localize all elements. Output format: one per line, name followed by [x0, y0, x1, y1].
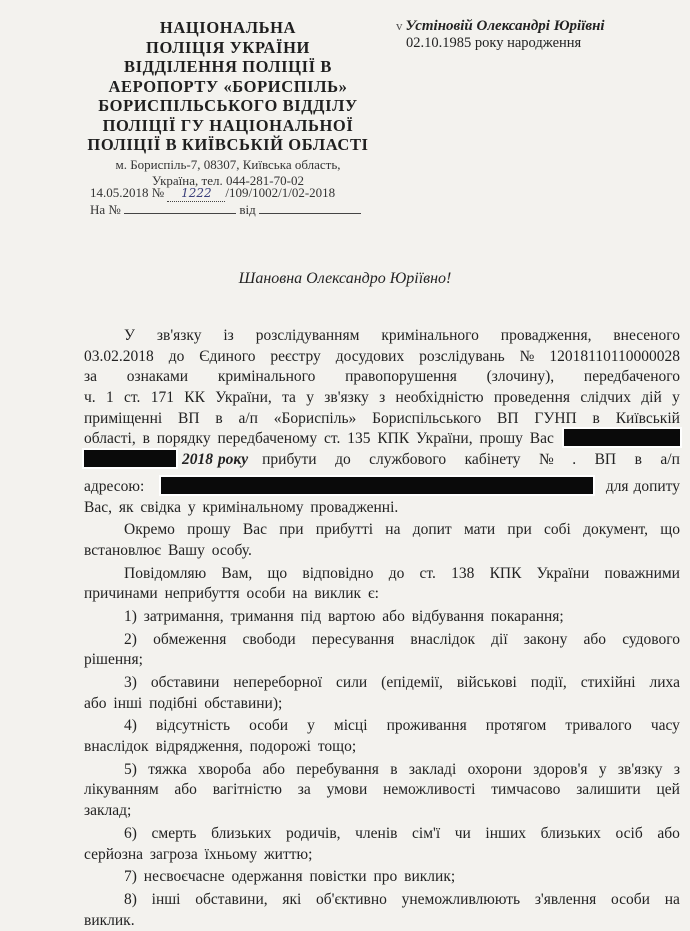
- date-emphasis: 2018 року: [182, 451, 249, 469]
- org-name-line: ВІДДІЛЕННЯ ПОЛІЦІЇ В: [124, 57, 332, 76]
- word: до: [388, 564, 405, 582]
- word: прошу: [187, 521, 231, 539]
- word: розслідувань: [419, 347, 505, 365]
- word: 135: [347, 430, 371, 448]
- word: стихійні: [580, 674, 636, 691]
- word: службового: [369, 451, 447, 469]
- word: особи: [611, 890, 650, 908]
- word: цей: [656, 781, 680, 799]
- word: собі: [544, 521, 571, 539]
- word: (епідемії,: [381, 674, 443, 691]
- word: Єдиного: [199, 347, 256, 365]
- word: передбаченому: [217, 430, 318, 448]
- word: умови: [326, 781, 368, 799]
- word: обмеження: [153, 630, 227, 648]
- word: неможливості: [383, 781, 476, 799]
- word: на: [385, 521, 401, 539]
- word: КК: [184, 389, 205, 407]
- word: У: [124, 327, 135, 344]
- word: унеможливлюють: [401, 890, 521, 908]
- word: в: [592, 409, 600, 427]
- word: України: [536, 564, 590, 582]
- word: правопорушення: [345, 368, 457, 386]
- list-item: [84, 760, 680, 781]
- word: документ,: [583, 521, 649, 539]
- word: протягом: [485, 717, 547, 735]
- word: ВП: [497, 409, 519, 427]
- list-item: 1) затримання, тримання під вартою або відбування покарання;: [124, 607, 564, 625]
- word: події,: [530, 674, 567, 691]
- list-item-cont: серйозна загроза їхньому життю;: [84, 845, 313, 863]
- list-item-cont: [84, 780, 680, 801]
- word: внесеного: [613, 327, 680, 344]
- word: 138: [451, 564, 475, 582]
- word: близьких: [540, 824, 601, 842]
- word: при: [279, 521, 304, 539]
- handwritten-number: 1222: [181, 186, 212, 200]
- word: ГУНП: [534, 409, 577, 427]
- word: 6): [124, 824, 137, 842]
- reply-from-label: від: [239, 202, 256, 217]
- salutation: Шановна Олександро Юріївно!: [238, 270, 452, 287]
- word: або: [657, 824, 680, 842]
- org-name-line: ПОЛІЦІЯ УКРАЇНИ: [146, 37, 310, 57]
- word: тяжка: [148, 760, 187, 778]
- word: №: [538, 451, 554, 469]
- word: об'єктивно: [316, 890, 387, 908]
- word: України,: [416, 430, 473, 448]
- word: приміщенні: [84, 409, 163, 427]
- word: непереборної: [233, 674, 323, 691]
- word: 1: [105, 389, 114, 407]
- list-item-cont: виклик.: [84, 911, 135, 929]
- word: зв'язку: [617, 760, 663, 778]
- word: 3): [124, 674, 137, 691]
- list-item-cont: внаслідок відрядження, подорожі тощо;: [84, 738, 357, 756]
- org-name-line: НАЦІОНАЛЬНА: [159, 18, 297, 37]
- word: охорони: [467, 760, 522, 778]
- word: інших: [485, 824, 527, 842]
- word: інші: [151, 890, 181, 908]
- recipient-birthdate: 02.10.1985 року народження: [406, 35, 582, 51]
- word: ВП: [177, 409, 200, 427]
- letter-body: [84, 326, 680, 931]
- word: за: [297, 781, 311, 799]
- word: ВП: [594, 451, 617, 469]
- word: реєстру: [270, 347, 321, 365]
- word: області,: [84, 430, 136, 448]
- word: розслідуванням: [255, 327, 360, 344]
- sender-block: [78, 18, 378, 189]
- word: близьких: [211, 824, 272, 842]
- word: або: [583, 630, 607, 648]
- word: Повідомляю: [124, 564, 207, 582]
- word: військові: [456, 674, 517, 691]
- word: свободи: [242, 630, 296, 648]
- word: відповідно: [302, 564, 374, 582]
- word: що: [660, 521, 680, 539]
- word: Вам,: [221, 564, 253, 582]
- word: закладі: [408, 760, 457, 778]
- word: часу: [650, 717, 680, 735]
- word: лиха: [649, 674, 680, 691]
- word: за: [84, 368, 98, 386]
- word: №: [519, 347, 535, 365]
- list-item: [84, 824, 680, 845]
- word: в: [634, 451, 642, 469]
- body-line: причинами неприбуття особи на виклик є:: [84, 585, 379, 603]
- reply-reference: [90, 202, 361, 218]
- word: а/п: [660, 451, 680, 469]
- word: внаслідок: [410, 630, 475, 648]
- word: зв'язку: [324, 389, 369, 407]
- list-item-cont: рішення;: [84, 651, 143, 669]
- word: родичів,: [285, 824, 341, 842]
- word: 2): [124, 630, 137, 648]
- reply-label: На №: [90, 202, 121, 217]
- word: обставини: [150, 674, 220, 691]
- word: прибути: [262, 451, 317, 469]
- word: які: [282, 890, 302, 908]
- word: сили: [336, 674, 368, 691]
- recipient-name: Устіновій Олександрі Юріївні: [405, 18, 605, 34]
- word: в: [142, 430, 150, 448]
- word: Вас: [529, 430, 554, 448]
- word: порядку: [156, 430, 211, 448]
- word: хвороба: [198, 760, 252, 778]
- word: 5): [124, 760, 137, 778]
- word: поважними: [604, 564, 680, 582]
- word: прошу: [479, 430, 523, 448]
- word: необхідністю: [395, 389, 484, 407]
- word: КПК: [377, 430, 410, 448]
- org-name-line: АЕРОПОРТУ «БОРИСПІЛЬ»: [108, 76, 348, 96]
- org-name-line: БОРИСПІЛЬСЬКОГО ВІДДІЛУ: [98, 96, 358, 115]
- org-name-line: ПОЛІЦІЇ ГУ НАЦІОНАЛЬНОЇ: [102, 115, 354, 135]
- list-item-cont: заклад;: [84, 802, 132, 820]
- word: проживання: [386, 717, 467, 735]
- list-item: 7) несвоєчасне одержання повістки про виклик;: [124, 868, 456, 886]
- word: провадження,: [500, 327, 592, 344]
- body-line: [84, 409, 680, 430]
- word: відсутність: [155, 717, 231, 735]
- word: чи: [454, 824, 471, 842]
- word: слідчих: [580, 389, 631, 407]
- word: України,: [215, 389, 272, 407]
- word: з'явлення: [534, 890, 597, 908]
- word: (злочину),: [486, 368, 555, 386]
- body-line: [84, 326, 680, 347]
- word: в: [390, 760, 398, 778]
- word: у: [598, 760, 607, 778]
- word: у: [672, 389, 680, 407]
- word: вагітністю: [212, 781, 282, 799]
- recipient-name-row: [396, 18, 686, 35]
- word: Київській: [615, 409, 680, 427]
- word: тимчасово: [491, 781, 561, 799]
- list-item-cont: або інші подібні обставини);: [84, 694, 283, 712]
- word: прибутті: [315, 521, 374, 539]
- word: Окремо: [124, 521, 175, 539]
- check-tick: v: [396, 18, 403, 33]
- word: до: [168, 347, 185, 365]
- word: пересування: [311, 630, 395, 648]
- word: перебування: [296, 760, 379, 778]
- body-line: [84, 564, 680, 585]
- redacted-block: [84, 450, 176, 467]
- word: Вас: [242, 521, 267, 539]
- body-line: [84, 450, 680, 471]
- word: мати: [463, 521, 496, 539]
- word: 12018110110000028: [549, 347, 680, 365]
- word: ч.: [84, 389, 96, 407]
- word: у: [306, 389, 314, 407]
- word: зв'язку: [156, 327, 202, 344]
- redacted-block: [564, 429, 680, 446]
- word: проведення: [493, 389, 571, 407]
- redacted-address: [161, 477, 593, 494]
- word: та: [282, 389, 296, 407]
- doc-no-suffix: /109/1002/1/02-2018: [225, 185, 336, 200]
- word: місці: [333, 717, 368, 735]
- word: із: [223, 327, 234, 344]
- word: залишити: [576, 781, 641, 799]
- recipient-block: [396, 18, 686, 52]
- word: кабінету: [464, 451, 521, 469]
- body-line: Вас, як свідка у кримінальному провадженні.: [84, 498, 399, 516]
- body-line: встановлює Вашу особу.: [84, 541, 252, 559]
- word: з: [673, 760, 680, 778]
- word: ст.: [419, 564, 436, 582]
- word: а/п: [238, 409, 258, 427]
- word: допит: [412, 521, 452, 539]
- word: судового: [622, 630, 680, 648]
- body-line: [84, 520, 680, 541]
- org-name-line: ПОЛІЦІЇ В КИЇВСЬКІЙ ОБЛАСТІ: [87, 135, 369, 154]
- body-line: [84, 367, 680, 388]
- body-line: [84, 388, 680, 409]
- word: 171: [150, 389, 174, 407]
- word: дій: [641, 389, 662, 407]
- word: .: [572, 451, 577, 469]
- word: кримінального: [217, 368, 316, 386]
- word: обставини,: [195, 890, 268, 908]
- word: ст.: [124, 389, 141, 407]
- word: у: [307, 717, 315, 735]
- word: на: [664, 890, 680, 908]
- word: дії: [491, 630, 508, 648]
- word: передбаченого: [583, 368, 680, 386]
- word: тривалого: [565, 717, 632, 735]
- word: сім'ї: [412, 824, 441, 842]
- word: КПК: [489, 564, 522, 582]
- word: здоров'я: [533, 760, 588, 778]
- body-line: [84, 347, 680, 368]
- word: при: [507, 521, 532, 539]
- word: членів: [355, 824, 398, 842]
- word: що: [267, 564, 288, 582]
- word: або: [174, 781, 197, 799]
- word: кримінального: [381, 327, 479, 344]
- word: ст.: [323, 430, 341, 448]
- word: в: [215, 409, 223, 427]
- word: до: [335, 451, 351, 469]
- sender-phone: Україна, тел. 044-281-70-02: [152, 172, 304, 188]
- word: закону: [523, 630, 568, 648]
- list-item: [84, 673, 680, 694]
- list-item: [84, 716, 680, 737]
- word: лікуванням: [84, 781, 159, 799]
- list-item: [84, 890, 680, 911]
- word: з: [379, 389, 386, 407]
- word: смерть: [151, 824, 197, 842]
- list-item: [84, 630, 680, 651]
- outgoing-number: [90, 185, 335, 202]
- word: ознаками: [126, 368, 189, 386]
- body-line: [84, 429, 680, 450]
- word: 03.02.2018: [84, 347, 154, 365]
- word: досудових: [335, 347, 405, 365]
- word: особи: [249, 717, 289, 735]
- word: 8): [124, 890, 137, 908]
- word: або: [262, 760, 286, 778]
- doc-date: 14.05.2018: [90, 185, 149, 200]
- body-line: адресою: для допиту: [84, 477, 680, 495]
- word: 4): [124, 717, 137, 735]
- word: осіб: [615, 824, 643, 842]
- word: Бориспільського: [372, 409, 482, 427]
- doc-no-label: №: [151, 185, 165, 200]
- sender-address: м. Бориспіль-7, 08307, Київська область,: [115, 156, 341, 172]
- word: «Бориспіль»: [273, 409, 357, 427]
